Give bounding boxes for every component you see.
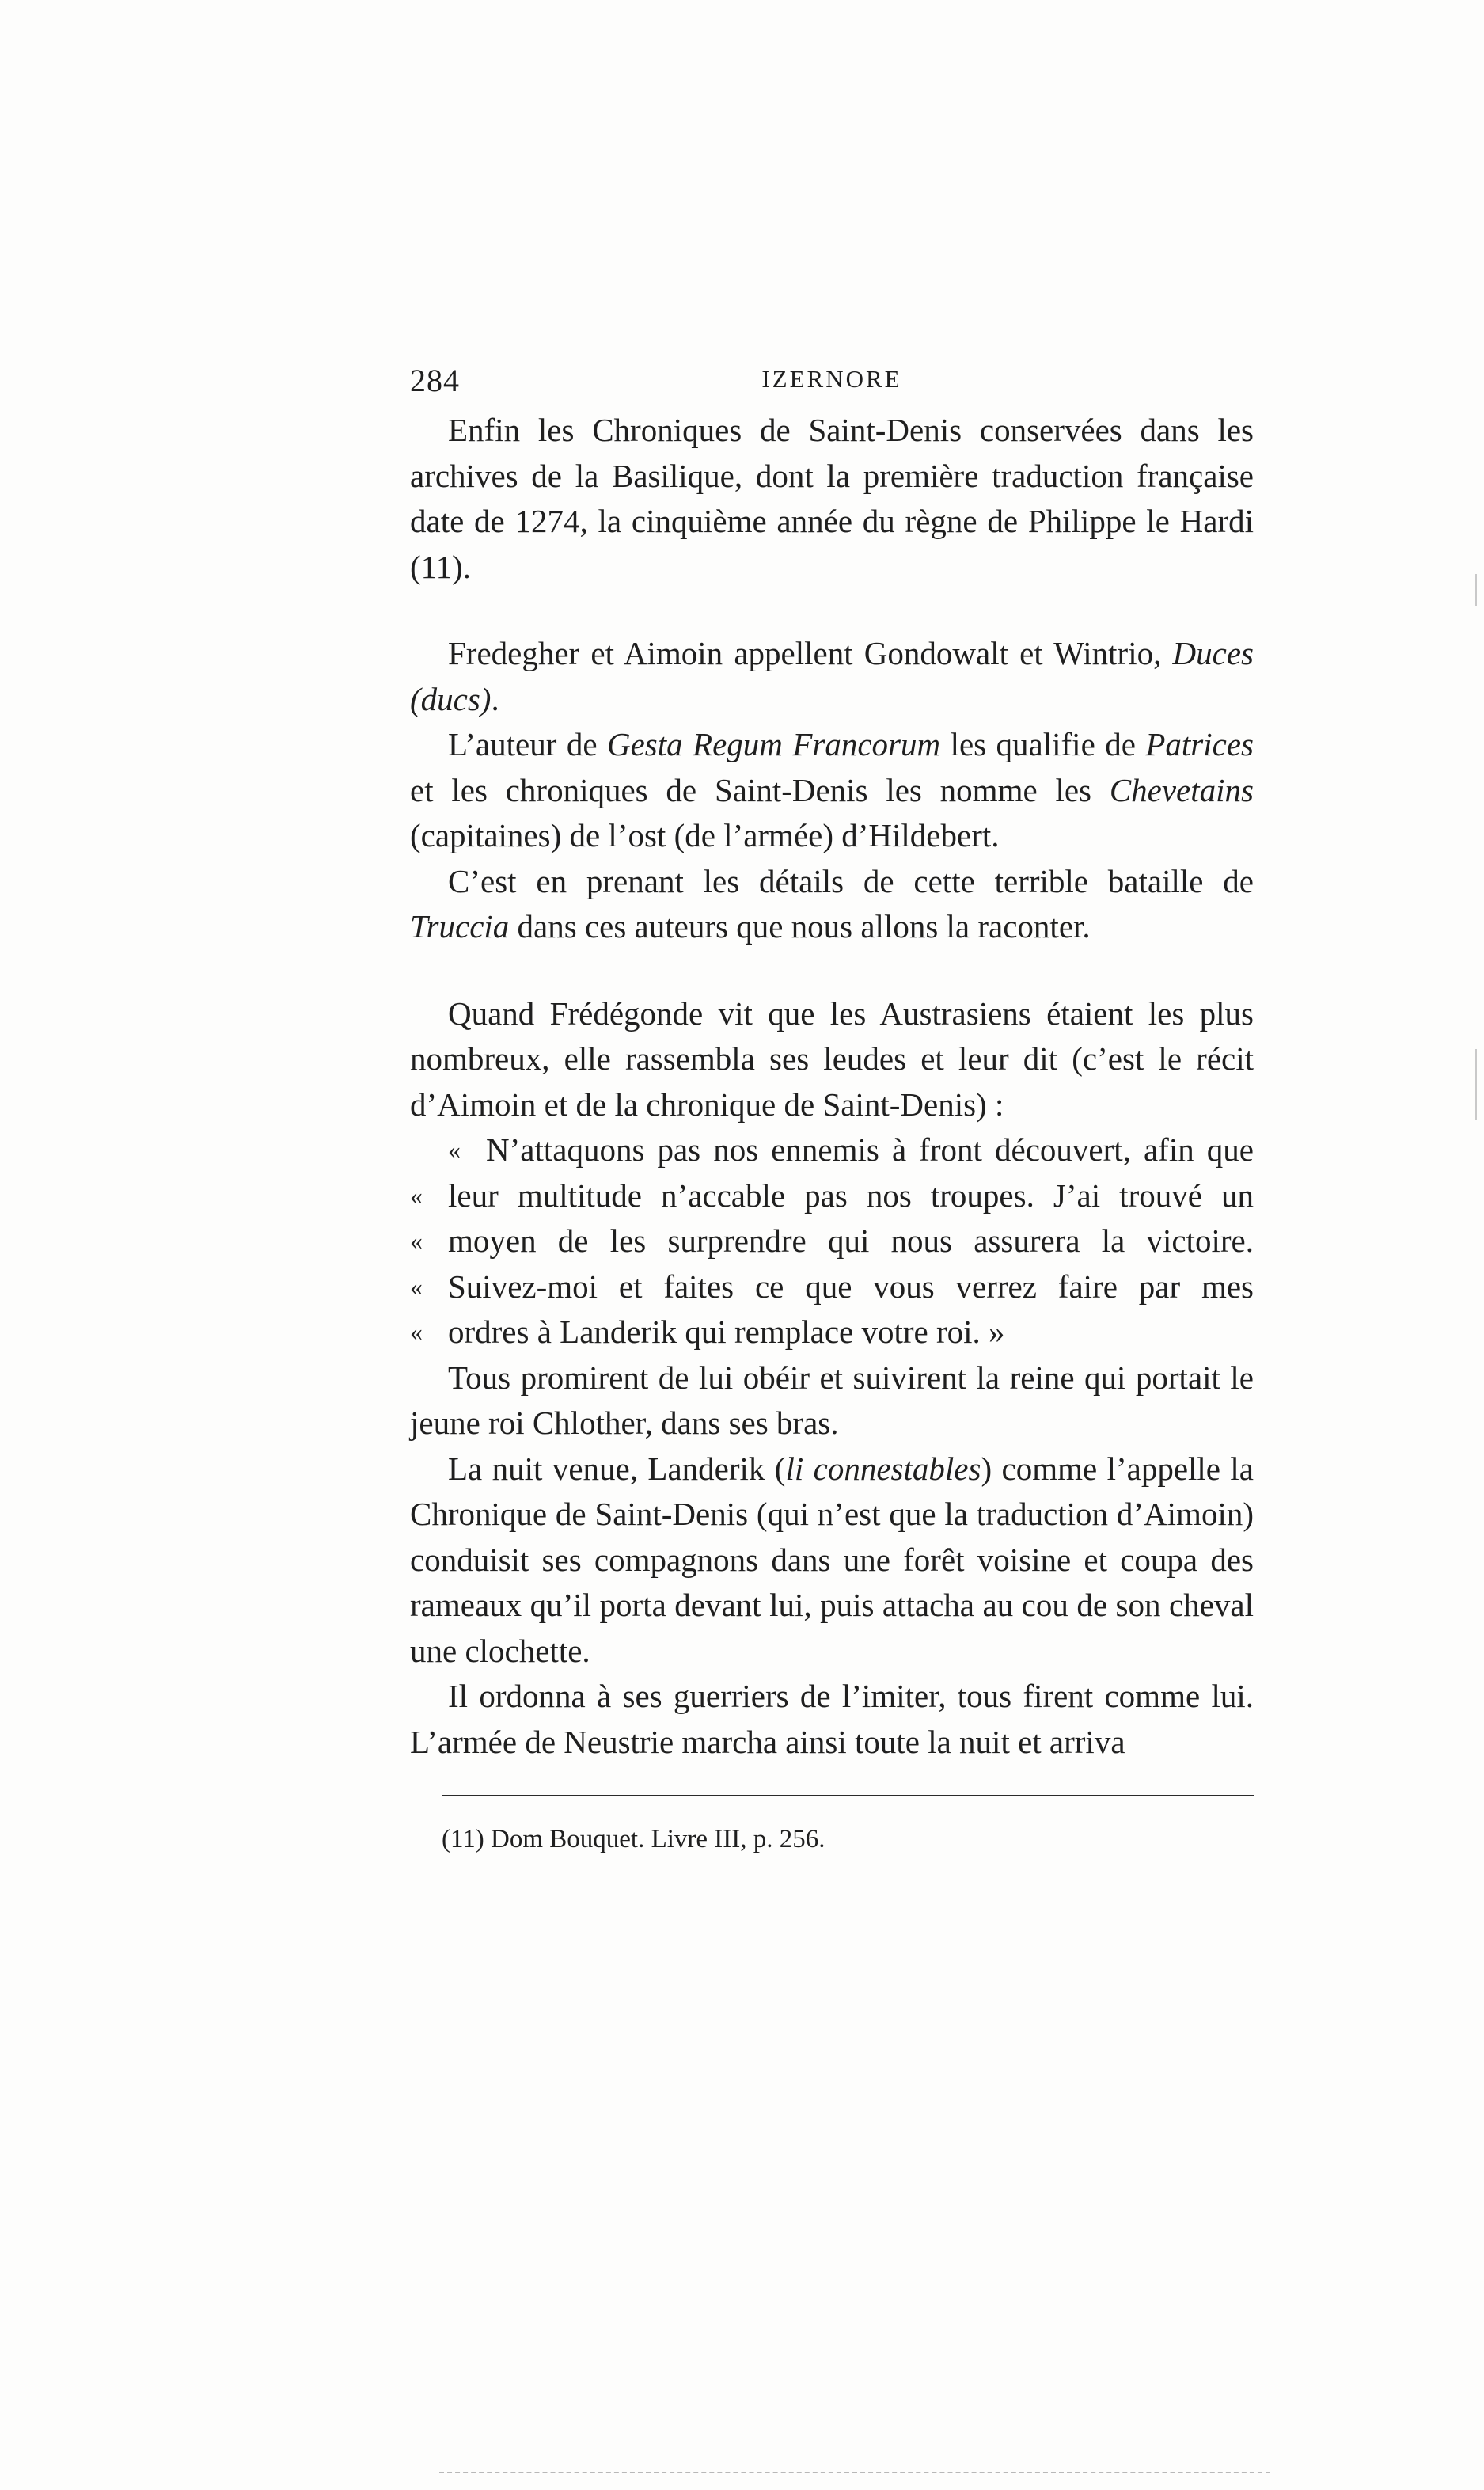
quote-mark: « bbox=[410, 1226, 423, 1255]
paragraph-fredegher bbox=[410, 631, 1254, 722]
body-text bbox=[410, 408, 1254, 1765]
quote-mark: « bbox=[410, 1272, 423, 1301]
page-number: 284 bbox=[410, 363, 460, 398]
text-run: . bbox=[491, 680, 499, 717]
quote-mark: « bbox=[448, 1135, 461, 1164]
quote-text: Suivez-moi et faites ce que vous verrez faire par mes bbox=[448, 1268, 1254, 1305]
paragraph-ordonna: Il ordonna à ses guerriers de l’imiter, tous firent comme lui. L’armée de Neustrie marcha ainsi toute la nuit et arriva bbox=[410, 1678, 1254, 1760]
text-run: (capitaines) de l’ost (de l’armée) d’Hildebert. bbox=[410, 817, 1000, 853]
quote-line bbox=[410, 1173, 1254, 1219]
paragraph-gesta bbox=[410, 722, 1254, 859]
paragraph-nuit bbox=[410, 1446, 1254, 1675]
page-header bbox=[410, 352, 1254, 408]
quote-text: leur multitude n’accable pas nos troupes. J’ai trouvé un bbox=[448, 1177, 1254, 1214]
quote-line bbox=[410, 1310, 1254, 1355]
book-page bbox=[410, 352, 1254, 1857]
italic-term: li connestables bbox=[785, 1450, 981, 1487]
quote-line bbox=[410, 1264, 1254, 1310]
scan-edge-mark bbox=[1475, 574, 1477, 606]
text-run: L’auteur de bbox=[448, 726, 607, 762]
text-run: dans ces auteurs que nous allons la raconter. bbox=[509, 908, 1091, 945]
quote-mark: « bbox=[410, 1317, 423, 1346]
footnote: (11) Dom Bouquet. Livre III, p. 256. bbox=[442, 1825, 825, 1853]
text-run: Fredegher et Aimoin appellent Gondowalt et Wintrio, bbox=[448, 635, 1173, 671]
quote-line bbox=[410, 1218, 1254, 1264]
quote-text: ordres à Landerik qui remplace votre roi. » bbox=[448, 1313, 1005, 1350]
scan-edge-mark bbox=[1475, 1049, 1477, 1120]
paragraph-chroniques: Enfin les Chroniques de Saint-Denis conservées dans les archives de la Basilique, dont la première traduction française date de 1274, la cinquième année du règne de Philippe le Hardi (11). bbox=[410, 412, 1254, 585]
footnote-rule bbox=[442, 1795, 1254, 1796]
running-head: IZERNORE bbox=[761, 365, 902, 393]
italic-term: Truccia bbox=[410, 908, 510, 945]
text-run: ) comme l’appelle la Chronique de Saint-Denis (qui n’est que la traduction d’Aimoin) conduisit ses compagnons dans une forêt voisine et coupa des rameaux qu’il porta devant lui, puis attacha au cou de son cheval une clochette. bbox=[410, 1450, 1254, 1669]
paragraph-fredegonde: Quand Frédégonde vit que les Austrasiens étaient les plus nombreux, elle rassembla ses leudes et leur dit (c’est le récit d’Aimoin et de la chronique de Saint-Denis) : bbox=[410, 994, 1254, 1123]
text-run: La nuit venue, Landerik ( bbox=[448, 1450, 786, 1487]
quote-text: moyen de les surprendre qui nous assurera la victoire. bbox=[448, 1222, 1254, 1259]
italic-term: Patrices bbox=[1145, 726, 1254, 762]
quote-mark: « bbox=[410, 1180, 423, 1210]
paragraph-truccia bbox=[410, 859, 1254, 950]
italic-term: Chevetains bbox=[1109, 771, 1254, 808]
text-run: et les chroniques de Saint-Denis les nomme les bbox=[410, 771, 1110, 808]
scan-bottom-marks bbox=[439, 2472, 1270, 2477]
quote-text: N’attaquons pas nos ennemis à front découvert, afin que bbox=[486, 1131, 1254, 1168]
italic-term: Gesta Regum Francorum bbox=[606, 726, 941, 762]
text-run: C’est en prenant les détails de cette terrible bataille de bbox=[448, 862, 1254, 899]
quote-line bbox=[410, 1127, 1254, 1173]
italic-term: Duces (ducs) bbox=[410, 635, 1254, 717]
paragraph-promirent: Tous promirent de lui obéir et suivirent la reine qui portait le jeune roi Chlother, dans ses bras. bbox=[410, 1359, 1254, 1441]
text-run: les qualifie de bbox=[940, 726, 1146, 762]
